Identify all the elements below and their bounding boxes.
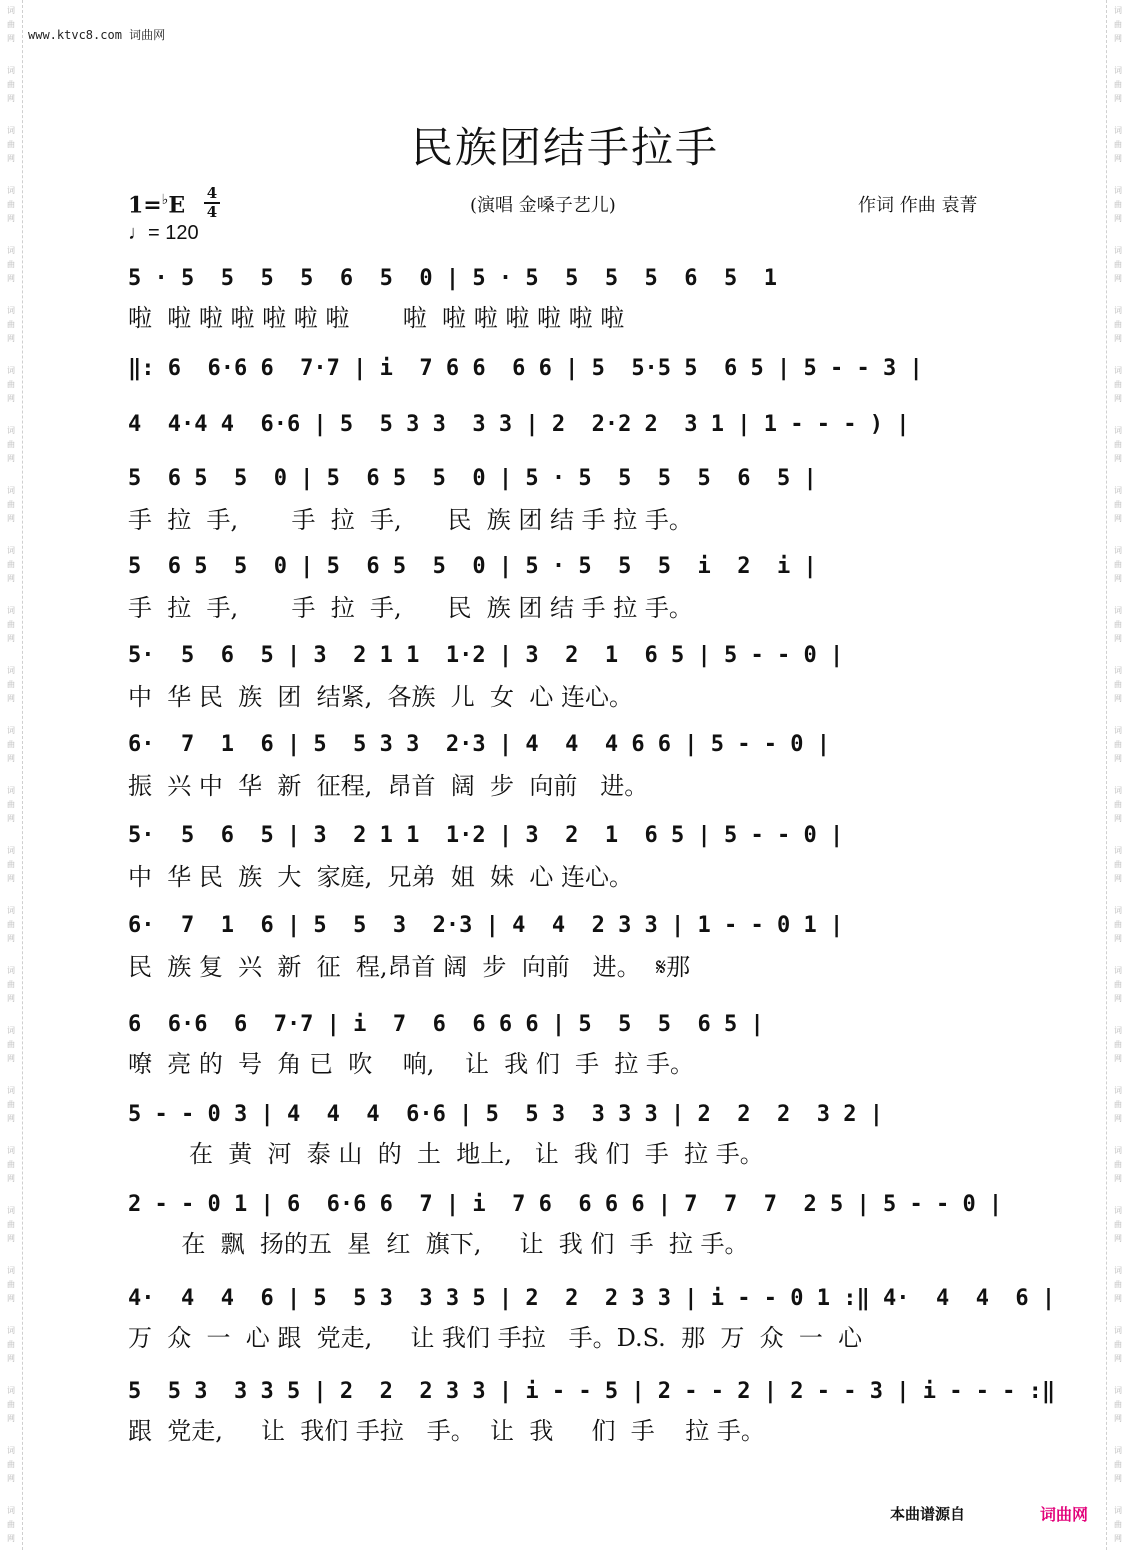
watermark-glyph: 曲 (1114, 380, 1122, 389)
watermark-glyph: 曲 (7, 620, 15, 629)
watermark-glyph: 曲 (1114, 1220, 1122, 1229)
watermark-glyph: 网 (1114, 334, 1122, 343)
watermark-glyph: 词 (1114, 1506, 1122, 1515)
watermark-glyph: 网 (7, 574, 15, 583)
watermark-glyph: 词 (7, 1326, 15, 1335)
watermark-glyph: 曲 (1114, 140, 1122, 149)
watermark-glyph: 曲 (7, 800, 15, 809)
watermark-glyph: 词 (1114, 906, 1122, 915)
watermark-glyph: 网 (1114, 154, 1122, 163)
watermark-glyph: 词 (7, 966, 15, 975)
watermark-glyph: 曲 (7, 560, 15, 569)
tempo-marking: ♩= 120 (128, 222, 199, 244)
watermark-glyph: 词 (1114, 186, 1122, 195)
watermark-glyph: 曲 (7, 740, 15, 749)
score-notes-12: 2 - - 0 1 | 6 6·6 6 7 | i 7 6 6 6 6 | 7 7 7 2 5 | 5 - - 0 | (128, 1192, 1003, 1217)
song-title: 民族团结手拉手 (410, 123, 719, 172)
watermark-glyph: 词 (1114, 1206, 1122, 1215)
watermark-glyph: 网 (1114, 394, 1122, 403)
flat-symbol: ♭ (161, 192, 169, 208)
watermark-glyph: 网 (1114, 1234, 1122, 1243)
watermark-glyph: 曲 (1114, 260, 1122, 269)
score-lyrics-14: 跟 党走, 让 我们 手拉 手。 让 我 们 手 拉 手。 (128, 1417, 765, 1445)
watermark-glyph: 曲 (1114, 1340, 1122, 1349)
watermark-glyph: 曲 (1114, 440, 1122, 449)
watermark-glyph: 曲 (1114, 1160, 1122, 1169)
watermark-glyph: 曲 (1114, 560, 1122, 569)
score-lyrics-11: 在 黄 河 泰 山 的 土 地上, 让 我 们 手 拉 手。 (128, 1140, 764, 1168)
watermark-glyph: 词 (7, 606, 15, 615)
watermark-glyph: 网 (7, 1534, 15, 1543)
score-lyrics-13: 万 众 一 心 跟 党走, 让 我们 手拉 手。D.S. 那 万 众 一 心 (128, 1324, 863, 1352)
watermark-glyph: 曲 (1114, 1400, 1122, 1409)
watermark-glyph: 词 (7, 906, 15, 915)
watermark-glyph: 词 (1114, 66, 1122, 75)
watermark-glyph: 词 (1114, 1326, 1122, 1335)
score-lyrics-12: 在 飘 扬的五 星 红 旗下, 让 我 们 手 拉 手。 (128, 1230, 749, 1258)
key-prefix: 1= (128, 192, 162, 219)
watermark-glyph: 曲 (7, 1340, 15, 1349)
watermark-glyph: 网 (7, 1294, 15, 1303)
watermark-glyph: 曲 (7, 1100, 15, 1109)
score-notes-11: 5 - - 0 3 | 4 4 4 6·6 | 5 5 3 3 3 3 | 2 2 2 3 2 | (128, 1102, 883, 1127)
watermark-glyph: 词 (1114, 786, 1122, 795)
watermark-glyph: 曲 (7, 380, 15, 389)
watermark-glyph: 曲 (1114, 1100, 1122, 1109)
singer-credit: (演唱 金嗓子艺儿) (470, 195, 616, 216)
watermark-glyph: 网 (1114, 274, 1122, 283)
watermark-glyph: 曲 (1114, 200, 1122, 209)
watermark-glyph: 词 (1114, 666, 1122, 675)
watermark-glyph: 网 (7, 1054, 15, 1063)
watermark-glyph: 词 (1114, 1026, 1122, 1035)
watermark-glyph: 词 (7, 66, 15, 75)
watermark-glyph: 曲 (7, 1280, 15, 1289)
watermark-glyph: 网 (1114, 694, 1122, 703)
watermark-glyph: 网 (1114, 1174, 1122, 1183)
score-notes-10: 6 6·6 6 7·7 | i 7 6 6 6 6 | 5 5 5 6 5 | (128, 1012, 764, 1037)
watermark-glyph: 词 (1114, 1386, 1122, 1395)
score-notes-13: 4· 4 4 6 | 5 5 3 3 3 5 | 2 2 2 3 3 | i - - 0 1 :‖ 4· 4 4 6 | (128, 1286, 1056, 1311)
watermark-glyph: 网 (7, 514, 15, 523)
watermark-glyph: 网 (1114, 1294, 1122, 1303)
watermark-glyph: 词 (1114, 606, 1122, 615)
score-notes-5: 5 6 5 5 0 | 5 6 5 5 0 | 5 · 5 5 5 i 2 i | (128, 554, 817, 579)
watermark-glyph: 曲 (1114, 1280, 1122, 1289)
watermark-glyph: 词 (1114, 306, 1122, 315)
watermark-glyph: 网 (7, 634, 15, 643)
watermark-glyph: 曲 (7, 440, 15, 449)
watermark-glyph: 词 (7, 786, 15, 795)
watermark-glyph: 词 (1114, 246, 1122, 255)
watermark-glyph: 曲 (1114, 800, 1122, 809)
watermark-glyph: 词 (7, 186, 15, 195)
watermark-glyph: 词 (1114, 426, 1122, 435)
watermark-glyph: 网 (1114, 34, 1122, 43)
watermark-glyph: 词 (1114, 1146, 1122, 1155)
watermark-glyph: 曲 (7, 1400, 15, 1409)
watermark-glyph: 网 (1114, 454, 1122, 463)
key-note: E (168, 192, 186, 219)
score-notes-9: 6· 7 1 6 | 5 5 3 2·3 | 4 4 2 3 3 | 1 - - 0 1 | (128, 913, 844, 938)
watermark-glyph: 网 (7, 154, 15, 163)
watermark-glyph: 网 (7, 1174, 15, 1183)
watermark-glyph: 曲 (7, 1040, 15, 1049)
watermark-glyph: 网 (7, 814, 15, 823)
score-lyrics-9: 民 族 复 兴 新 征 程,昂首 阔 步 向前 进。 𝄋那 (128, 953, 691, 981)
watermark-glyph: 网 (7, 1114, 15, 1123)
score-lyrics-4: 手 拉 手, 手 拉 手, 民 族 团 结 手 拉 手。 (128, 506, 693, 534)
watermark-glyph: 网 (7, 874, 15, 883)
watermark-glyph: 词 (7, 486, 15, 495)
watermark-glyph: 曲 (7, 860, 15, 869)
watermark-glyph: 词 (1114, 1266, 1122, 1275)
watermark-glyph: 词 (1114, 1446, 1122, 1455)
watermark-glyph: 网 (7, 34, 15, 43)
score-notes-14: 5 5 3 3 3 5 | 2 2 2 3 3 | i - - 5 | 2 - - 2 | 2 - - 3 | i - - - :‖ (128, 1379, 1056, 1404)
watermark-glyph: 词 (1114, 486, 1122, 495)
watermark-glyph: 网 (7, 1234, 15, 1243)
watermark-glyph: 网 (1114, 514, 1122, 523)
watermark-glyph: 词 (7, 1446, 15, 1455)
watermark-glyph: 词 (1114, 726, 1122, 735)
footer-source-text: 本曲谱源自 (890, 1505, 966, 1523)
left-watermark-strip (0, 0, 23, 1550)
watermark-glyph: 曲 (7, 500, 15, 509)
watermark-glyph: 词 (7, 1386, 15, 1395)
watermark-glyph: 词 (7, 426, 15, 435)
watermark-glyph: 网 (1114, 934, 1122, 943)
watermark-glyph: 曲 (7, 140, 15, 149)
watermark-glyph: 词 (1114, 846, 1122, 855)
watermark-glyph: 曲 (1114, 320, 1122, 329)
watermark-glyph: 网 (7, 214, 15, 223)
site-header[interactable]: www.ktvc8.com 词曲网 (28, 28, 166, 42)
score-lyrics-7: 振 兴 中 华 新 征程, 昂首 阔 步 向前 进。 (128, 772, 649, 800)
score-notes-4: 5 6 5 5 0 | 5 6 5 5 0 | 5 · 5 5 5 5 6 5 | (128, 466, 817, 491)
watermark-glyph: 词 (7, 1026, 15, 1035)
watermark-glyph: 词 (7, 306, 15, 315)
watermark-glyph: 曲 (1114, 860, 1122, 869)
watermark-glyph: 词 (1114, 366, 1122, 375)
watermark-glyph: 词 (7, 246, 15, 255)
watermark-glyph: 词 (7, 726, 15, 735)
time-bottom: 4 (206, 203, 218, 221)
watermark-glyph: 网 (7, 394, 15, 403)
watermark-glyph: 网 (1114, 94, 1122, 103)
watermark-glyph: 网 (1114, 214, 1122, 223)
author-credit: 作词 作曲 袁菁 (858, 195, 978, 216)
watermark-glyph: 网 (1114, 1474, 1122, 1483)
score-lyrics-5: 手 拉 手, 手 拉 手, 民 族 团 结 手 拉 手。 (128, 594, 693, 622)
watermark-glyph: 网 (7, 994, 15, 1003)
time-signature (204, 186, 220, 220)
watermark-glyph: 词 (7, 546, 15, 555)
watermark-glyph: 网 (1114, 1054, 1122, 1063)
watermark-glyph: 网 (1114, 1414, 1122, 1423)
watermark-glyph: 词 (7, 126, 15, 135)
score-notes-6: 5· 5 6 5 | 3 2 1 1 1·2 | 3 2 1 6 5 | 5 - - 0 | (128, 643, 844, 668)
score-notes-7: 6· 7 1 6 | 5 5 3 3 2·3 | 4 4 4 6 6 | 5 - - 0 | (128, 732, 830, 757)
watermark-glyph: 词 (7, 1086, 15, 1095)
watermark-glyph: 网 (1114, 814, 1122, 823)
watermark-glyph: 曲 (1114, 1520, 1122, 1529)
watermark-glyph: 曲 (7, 1220, 15, 1229)
watermark-glyph: 网 (1114, 754, 1122, 763)
watermark-glyph: 曲 (7, 1460, 15, 1469)
watermark-glyph: 曲 (7, 320, 15, 329)
watermark-glyph: 网 (1114, 1354, 1122, 1363)
watermark-glyph: 曲 (7, 260, 15, 269)
watermark-glyph: 网 (7, 334, 15, 343)
watermark-glyph: 网 (7, 94, 15, 103)
watermark-glyph: 词 (7, 1266, 15, 1275)
watermark-glyph: 曲 (1114, 620, 1122, 629)
footer-brand-link[interactable]: 词曲网 (1040, 1505, 1089, 1524)
watermark-glyph: 网 (1114, 874, 1122, 883)
watermark-glyph: 网 (7, 1474, 15, 1483)
watermark-glyph: 网 (7, 754, 15, 763)
watermark-glyph: 网 (7, 1354, 15, 1363)
time-top: 4 (206, 184, 218, 202)
watermark-glyph: 曲 (1114, 980, 1122, 989)
watermark-glyph: 曲 (1114, 1040, 1122, 1049)
watermark-glyph: 网 (1114, 1534, 1122, 1543)
watermark-glyph: 词 (1114, 126, 1122, 135)
watermark-glyph: 网 (1114, 994, 1122, 1003)
watermark-glyph: 词 (7, 666, 15, 675)
watermark-glyph: 词 (1114, 1086, 1122, 1095)
score-notes-1: 5 · 5 5 5 5 6 5 0 | 5 · 5 5 5 5 6 5 1 (128, 266, 778, 291)
watermark-glyph: 曲 (7, 20, 15, 29)
watermark-glyph: 网 (7, 934, 15, 943)
watermark-glyph: 词 (7, 366, 15, 375)
right-watermark-strip (1106, 0, 1129, 1550)
watermark-glyph: 曲 (1114, 20, 1122, 29)
watermark-glyph: 词 (7, 846, 15, 855)
watermark-glyph: 网 (7, 454, 15, 463)
watermark-glyph: 曲 (7, 680, 15, 689)
watermark-glyph: 网 (1114, 1114, 1122, 1123)
key-signature (128, 192, 185, 218)
score-lyrics-1: 啦 啦 啦 啦 啦 啦 啦 啦 啦 啦 啦 啦 啦 啦 (128, 304, 625, 332)
watermark-glyph: 网 (7, 1414, 15, 1423)
watermark-glyph: 曲 (1114, 500, 1122, 509)
watermark-glyph: 曲 (1114, 680, 1122, 689)
score-notes-2: ‖: 6 6·6 6 7·7 | i 7 6 6 6 6 | 5 5·5 5 6 5 | 5 - - 3 | (128, 356, 923, 381)
watermark-glyph: 曲 (7, 1520, 15, 1529)
watermark-glyph: 网 (1114, 634, 1122, 643)
score-notes-8: 5· 5 6 5 | 3 2 1 1 1·2 | 3 2 1 6 5 | 5 - - 0 | (128, 823, 844, 848)
watermark-glyph: 曲 (7, 200, 15, 209)
watermark-glyph: 曲 (1114, 80, 1122, 89)
score-lyrics-8: 中 华 民 族 大 家庭, 兄弟 姐 妹 心 连心。 (128, 863, 633, 891)
watermark-glyph: 曲 (7, 980, 15, 989)
watermark-glyph: 网 (7, 694, 15, 703)
score-notes-3: 4 4·4 4 6·6 | 5 5 3 3 3 3 | 2 2·2 2 3 1 | 1 - - - ) | (128, 412, 910, 437)
watermark-glyph: 曲 (7, 80, 15, 89)
watermark-glyph: 曲 (1114, 1460, 1122, 1469)
watermark-glyph: 词 (7, 1206, 15, 1215)
score-lyrics-6: 中 华 民 族 团 结紧, 各族 儿 女 心 连心。 (128, 683, 633, 711)
watermark-glyph: 词 (1114, 546, 1122, 555)
watermark-glyph: 网 (7, 274, 15, 283)
watermark-glyph: 词 (7, 6, 15, 15)
watermark-glyph: 词 (7, 1506, 15, 1515)
watermark-glyph: 曲 (7, 1160, 15, 1169)
watermark-glyph: 词 (1114, 6, 1122, 15)
watermark-glyph: 词 (1114, 966, 1122, 975)
score-lyrics-10: 嘹 亮 的 号 角 已 吹 响, 让 我 们 手 拉 手。 (128, 1050, 694, 1078)
watermark-glyph: 网 (1114, 574, 1122, 583)
watermark-glyph: 曲 (1114, 920, 1122, 929)
watermark-glyph: 曲 (7, 920, 15, 929)
watermark-glyph: 曲 (1114, 740, 1122, 749)
watermark-glyph: 词 (7, 1146, 15, 1155)
